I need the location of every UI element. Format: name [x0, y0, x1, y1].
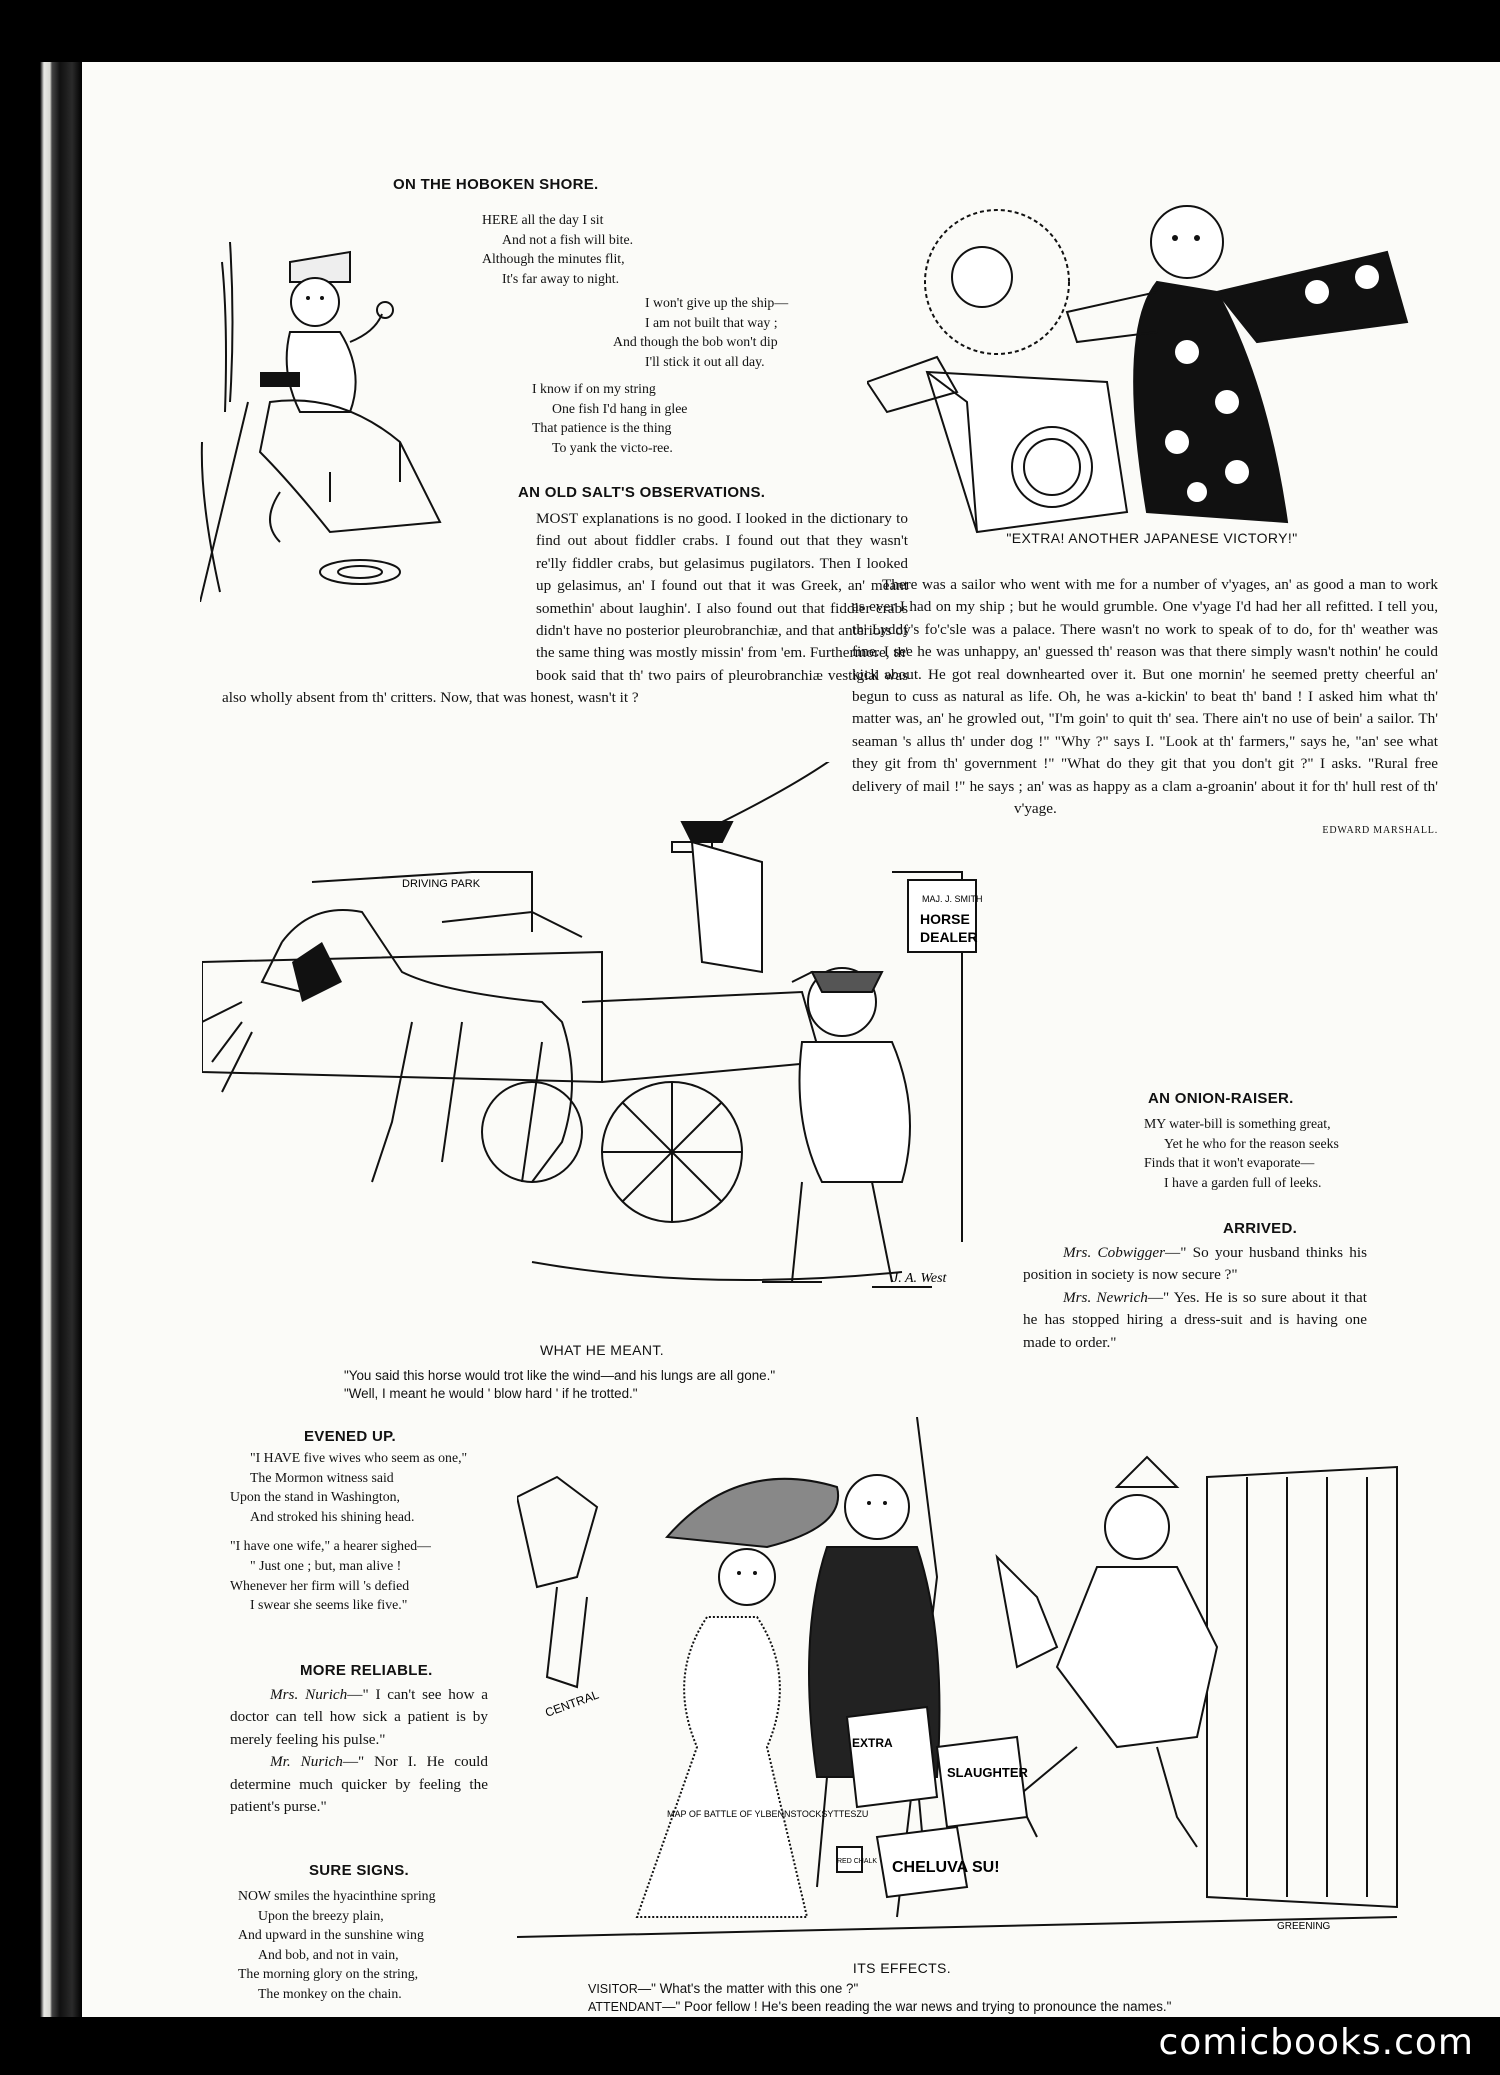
effects-attendant-line: [588, 1998, 1171, 2016]
poem-line: MY water-bill is something great,: [1144, 1116, 1331, 1131]
magazine-page: [82, 62, 1500, 2017]
poem-line: And though the bob won't dip: [613, 334, 778, 350]
old-salt-para1: MOST explanations is no good. I looked in the dictionary to find out about fiddler crabs. I found out that they wasn't re'lly fiddler crabs, but gelasimus pugilators. Then I looked up gelasimus, an' I found out that it was Greek, an' meant somethin' about laughin'. I also found out that fiddler crabs didn't have no posterior pleurobranchiæ, and that anteriors of the same thing was mostly missin' from 'em. Furthermore, th' book said that th' two pairs of pleurobranchiæ vestigial was also wholly absent from th' critters. Now, that was honest, wasn't it ?: [222, 510, 908, 707]
onion-title: AN ONION-RAISER.: [1148, 1090, 1294, 1107]
poem-line: I won't give up the ship—: [645, 295, 789, 310]
chalk-label: RED CHALK: [837, 1858, 878, 1865]
old-salt-title: AN OLD SALT'S OBSERVATIONS.: [518, 484, 766, 501]
newspaper-slaughter: SLAUGHTER: [947, 1765, 1028, 1780]
arrived-text: [1023, 1242, 1367, 1354]
poem-line: To yank the victo-ree.: [552, 439, 673, 455]
watermark: comicbooks.com: [1158, 2022, 1474, 2063]
horse-caption-title: WHAT HE MEANT.: [539, 1342, 665, 1358]
poem-line: Finds that it won't evaporate—: [1144, 1155, 1315, 1171]
newspaper-extra: EXTRA: [852, 1736, 893, 1750]
reliable-speaker1: Mrs. Nurich: [270, 1686, 348, 1703]
poem-line: I swear she seems like five.": [250, 1597, 408, 1613]
japanese-victory-illustration: [867, 182, 1445, 582]
dealer-sign-name: MAJ. J. SMITH: [922, 894, 983, 904]
poem-line: Upon the breezy plain,: [258, 1907, 384, 1923]
signs-title: SURE SIGNS.: [309, 1862, 409, 1879]
arrived-text2: —" Yes. He is so sure about it that he has stopped hiring a dress-suit and is having one made to order.": [1023, 1288, 1367, 1351]
poem-line: That patience is the thing: [532, 420, 672, 436]
poem-line: And bob, and not in vain,: [258, 1946, 399, 1962]
poem-line: Upon the stand in Washington,: [230, 1489, 400, 1505]
central-label: CENTRAL: [543, 1687, 601, 1720]
reliable-text1: —" I can't see how a doctor can tell how sick a patient is by merely feeling his pulse.": [230, 1686, 489, 1748]
hoboken-poem: [482, 210, 633, 288]
poem-line: The morning glory on the string,: [238, 1966, 419, 1982]
poem-line: NOW smiles the hyacinthine spring: [238, 1888, 436, 1903]
poem-line: Yet he who for the reason seeks: [1164, 1135, 1339, 1151]
poem-line: "I have one wife," a hearer sighed—: [230, 1538, 431, 1554]
reliable-title: MORE RELIABLE.: [300, 1662, 433, 1679]
arrived-speaker2: Mrs. Newrich: [1063, 1288, 1148, 1306]
hoboken-poem-stanza2: [613, 293, 788, 371]
poem-line: " Just one ; but, man alive !: [250, 1557, 402, 1573]
horse-caption-line2: "Well, I meant he would ' blow hard ' if he trotted.": [344, 1386, 638, 1401]
attendant-label: ATTENDANT: [588, 2000, 663, 2014]
visitor-text: —" What's the matter with this one ?": [637, 1981, 859, 1996]
horse-artist-signature: J. A. West: [892, 1271, 947, 1286]
driving-park-sign: DRIVING PARK: [402, 878, 481, 890]
poem-line: HERE all the day I sit: [482, 212, 604, 227]
poem-line: I have a garden full of leeks.: [1164, 1174, 1322, 1190]
hoboken-title: ON THE HOBOKEN SHORE.: [393, 176, 599, 193]
asylum-illustration: [517, 1417, 1407, 1947]
arrived-title: ARRIVED.: [1223, 1220, 1298, 1237]
map-label: MAP OF BATTLE OF YLBENNSTOCKSYTTESZU: [667, 1809, 869, 1819]
poem-line: And not a fish will bite.: [502, 231, 634, 247]
effects-artist-signature: GREENING: [1277, 1921, 1331, 1932]
hoboken-poem-stanza3: [532, 379, 687, 457]
reliable-speaker2: Mr. Nurich: [270, 1753, 343, 1771]
visitor-label: VISITOR: [588, 1982, 638, 1996]
arrived-speaker1: Mrs. Cobwigger: [1063, 1244, 1166, 1261]
effects-visitor-line: [588, 1980, 858, 1998]
attendant-text: —" Poor fellow ! He's been reading the war news and trying to pronounce the names.": [662, 1999, 1172, 2014]
book-spine: [0, 62, 82, 2017]
poem-line: I am not built that way ;: [645, 314, 778, 330]
signs-poem: [238, 1886, 435, 2004]
horse-dealer-illustration: [202, 762, 1002, 1302]
poem-line: I know if on my string: [532, 381, 656, 396]
old-salt-author: EDWARD MARSHALL.: [1322, 825, 1438, 837]
poem-line: Whenever her firm will 's defied: [230, 1577, 410, 1593]
poem-line: The Mormon witness said: [250, 1469, 394, 1485]
old-salt-para2: There was a sailor who went with me for a number of v'yages, an' as good a man to work as ever I had on my ship ; but he would grumble. One v'yage I'd had her all refitted. I tell you, th' Lyddy's fo'c'sle was a palace. There wasn't no work to speak of to do, for th' weather was fine. I see he was unhappy, an' guessed th' reason was that there simply wasn't nothin' he could kick about. He got real downhearted over it. But one mornin' he seemed pretty cheerful an' begun to cuss as natural as life. Oh, he was a-kickin' to beat th' band ! I asked him what th' matter was, an' he growled out, "I'm goin' to quit th' sea. There ain't no use of bein' a sailor. Th' seaman 's allus th' under dog !" "Why ?" says I. "Look at th' farmers," says he, "an' see what they git from th' government !" "What do they git that you don't git ?" I asks. "Rural free delivery of mail !" he says ; an' was as happy as a clam a-groanin' about it for th' hull rest of th' v'yage.: [852, 576, 1438, 818]
arrived-text1: —" So your husband thinks his position in society is now secure ?": [1023, 1244, 1367, 1284]
newspaper-cheluvasu: CHELUVA SU!: [892, 1859, 1000, 1876]
reliable-text: [230, 1684, 488, 1818]
dealer-sign-line1: HORSE: [920, 911, 970, 927]
float-spacer: [222, 508, 536, 683]
onion-poem: [1144, 1114, 1339, 1192]
poem-line: "I HAVE five wives who seem as one,": [250, 1450, 468, 1465]
dealer-sign-line2: DEALER: [920, 929, 978, 945]
poem-line: I'll stick it out all day.: [645, 353, 765, 369]
evened-title: EVENED UP.: [304, 1428, 396, 1445]
poem-line: And upward in the sunshine wing: [238, 1927, 424, 1943]
japanese-caption: "EXTRA! ANOTHER JAPANESE VICTORY!": [1006, 530, 1298, 546]
reliable-text2: —" Nor I. He could determine much quicker by feeling the patient's purse.": [230, 1753, 488, 1816]
effects-caption-title: ITS EFFECTS.: [852, 1960, 952, 1976]
poem-line: It's far away to night.: [502, 270, 620, 286]
poem-line: One fish I'd hang in glee: [552, 400, 688, 416]
poem-line: Although the minutes flit,: [482, 251, 625, 267]
poem-line: And stroked his shining head.: [250, 1508, 415, 1524]
poem-line: The monkey on the chain.: [258, 1985, 402, 2001]
horse-caption-line1: "You said this horse would trot like the wind—and his lungs are all gone.": [344, 1368, 776, 1383]
